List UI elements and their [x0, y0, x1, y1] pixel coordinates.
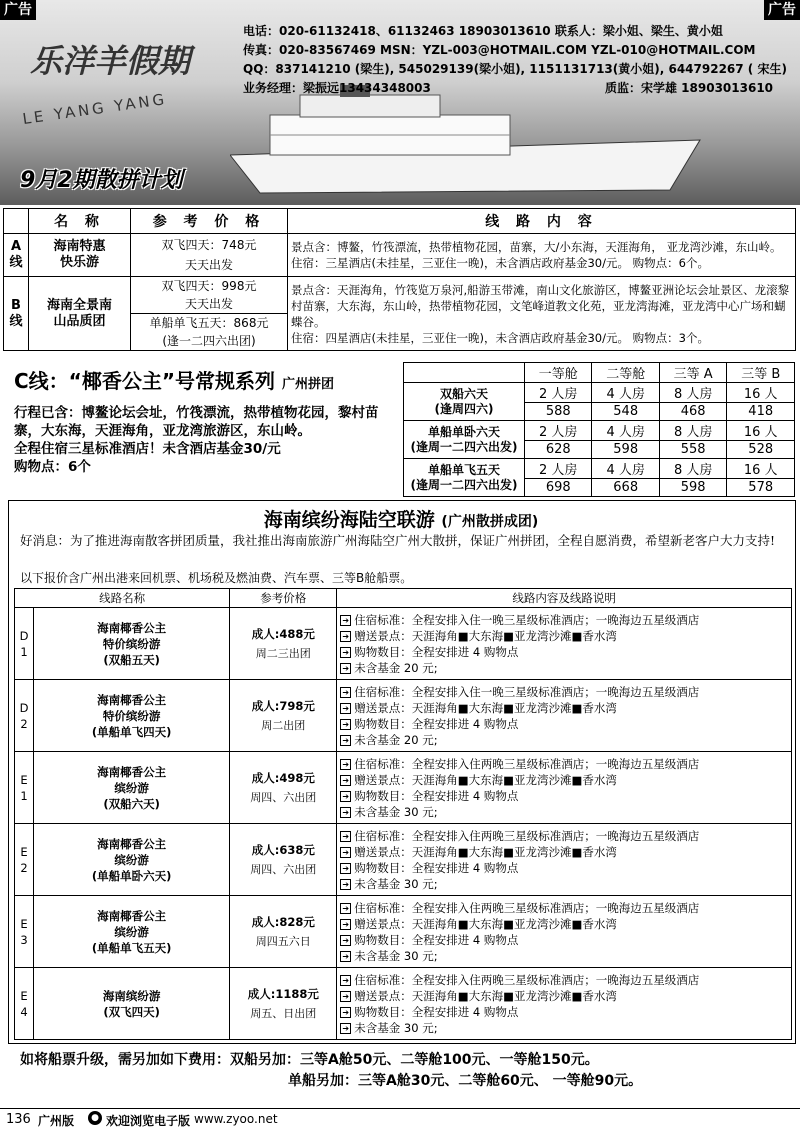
route-attractions: 景点含：天涯海角，竹筏览万泉河,船游玉带滩，南山文化旅游区，博鳌亚洲论坛会址景区、龙滚黎村苗寨，大东海，东山岭，热带植物花园，文笔峰道教文化苑，亚龙湾海滩，亚龙湾中心广场和蝴蝶谷。	[291, 282, 790, 329]
arrow-icon: ➔	[340, 807, 351, 818]
cabin-price: 598	[592, 441, 659, 459]
route-hotel: 住宿：四星酒店(未挂星，三亚住一晚)，未含酒店政府基金30/元。 购物点：3个。	[291, 330, 709, 345]
route-price-note: 天天出发	[131, 295, 287, 314]
cabin-price-table	[403, 362, 795, 497]
footer-slogan: 欢迎浏览电子版	[106, 1114, 191, 1128]
route-attractions: 景点含：博鳌，竹筏漂流，热带植物花园，苗寨，大/小东海，天涯海角， 亚龙湾沙滩，东山岭。	[291, 240, 782, 254]
room-type: 2 人房	[525, 459, 592, 479]
tour-header-content: 线路内容及线路说明	[337, 589, 792, 608]
contact-fax: 传真：020-83567469 MSN：YZL-003@HOTMAIL.COM YZL-010@HOTMAIL.COM	[243, 43, 756, 57]
ad-label-left: 广告	[0, 0, 36, 20]
route-table	[3, 208, 796, 351]
tour-days: 周四、六出团	[250, 862, 317, 876]
arrow-icon: ➔	[340, 879, 351, 890]
c-line-hotel: 全程住宿三星标准酒店！未含酒店基金30/元	[14, 441, 281, 457]
tour-line: ➔ 赠送景点：天涯海角■大东海■亚龙湾沙滩■香水湾	[340, 844, 788, 860]
cabin-group-name: 单船单卧六天 (逢周一二四六出发)	[404, 421, 525, 459]
room-type: 16 人	[727, 383, 795, 403]
tour-days: 周五、日出团	[250, 1006, 317, 1020]
tour-code: D 2	[15, 680, 34, 752]
tour-line: ➔ 赠送景点：天涯海角■大东海■亚龙湾沙滩■香水湾	[340, 772, 788, 788]
route-name: 海南全景南 山品质团	[29, 277, 131, 351]
tour-line: ➔ 住宿标准：全程安排入住一晚三星级标准酒店；一晚海边五星级酒店	[340, 684, 788, 700]
arrow-icon: ➔	[340, 847, 351, 858]
tour-line: ➔ 购物数目：全程安排进 4 购物点	[340, 932, 788, 948]
c-line-block	[14, 368, 394, 476]
cabin-price: 578	[727, 479, 795, 497]
table-row	[15, 752, 792, 824]
tour-price: 成人:828元	[251, 914, 315, 929]
tour-table	[14, 588, 792, 1040]
tour-line: ➔ 赠送景点：天涯海角■大东海■亚龙湾沙滩■香水湾	[340, 916, 788, 932]
arrow-icon: ➔	[340, 703, 351, 714]
upgrade-double: 双船另加：三等A舱50元、二等舱100元、一等舱150元。	[230, 1052, 599, 1068]
arrow-icon: ➔	[340, 831, 351, 842]
cabin-price: 588	[525, 403, 592, 421]
c-line-shopping: 购物点：6个	[14, 459, 91, 475]
tour-days: 周四五六日	[255, 934, 311, 948]
brand-logo: 乐洋羊假期	[30, 42, 191, 80]
contact-qq: QQ：837141210 (梁生), 545029139(梁小姐), 1151131713(黄小姐), 644792267 ( 宋生)	[243, 62, 787, 76]
arrow-icon: ➔	[340, 663, 351, 674]
lower-title: 海南缤纷海陆空联游 (广州散拼成团)	[263, 509, 539, 531]
tour-line: ➔ 购物数目：全程安排进 4 购物点	[340, 1004, 788, 1020]
tour-days: 周二三出团	[255, 646, 311, 660]
upgrade-lead: 如将船票升级，需另加如下费用：	[20, 1052, 230, 1068]
tour-line: ➔ 未含基金 30 元;	[340, 948, 788, 964]
tour-price: 成人:498元	[251, 770, 315, 785]
tour-name: 海南椰香公主 缤纷游 (双船六天)	[34, 752, 230, 824]
table-row	[15, 608, 792, 680]
route-header-name: 名 称	[29, 209, 131, 234]
tour-line: ➔ 未含基金 30 元;	[340, 804, 788, 820]
tour-code: D 1	[15, 608, 34, 680]
cabin-header: 三等 A	[659, 363, 727, 383]
footer-url[interactable]: www.zyoo.net	[194, 1112, 278, 1126]
tour-line: ➔ 未含基金 20 元;	[340, 660, 788, 676]
room-type: 4 人房	[592, 421, 659, 441]
ad-label-right: 广告	[764, 0, 800, 20]
room-type: 2 人房	[525, 383, 592, 403]
arrow-icon: ➔	[340, 615, 351, 626]
room-type: 8 人房	[659, 421, 727, 441]
room-type: 8 人房	[659, 459, 727, 479]
arrow-icon: ➔	[340, 991, 351, 1002]
tour-line: ➔ 赠送景点：天涯海角■大东海■亚龙湾沙滩■香水湾	[340, 628, 788, 644]
tour-name: 海南椰香公主 缤纷游 (单船单飞五天)	[34, 896, 230, 968]
tour-line: ➔ 住宿标准：全程安排入住一晚三星级标准酒店；一晚海边五星级酒店	[340, 612, 788, 628]
upgrade-note	[20, 1050, 642, 1092]
cabin-price: 698	[525, 479, 592, 497]
contact-phone: 电话：020-61132418、61132463 18903013610 联系人：梁小姐、梁生、黄小姐	[243, 24, 723, 38]
table-row	[15, 896, 792, 968]
contact-manager: 业务经理：梁振远13434348003 质监：宋学雄 18903013610	[243, 81, 774, 95]
tour-code: E 1	[15, 752, 34, 824]
room-type: 4 人房	[592, 459, 659, 479]
tour-code: E 3	[15, 896, 34, 968]
edition-label: 广州版	[38, 1114, 75, 1128]
cabin-price: 418	[727, 403, 795, 421]
tour-line: ➔ 购物数目：全程安排进 4 购物点	[340, 788, 788, 804]
arrow-icon: ➔	[340, 919, 351, 930]
cabin-price: 528	[727, 441, 795, 459]
room-type: 4 人房	[592, 383, 659, 403]
tour-name: 海南缤纷游 (双飞四天)	[34, 968, 230, 1040]
page-number: 136	[6, 1112, 31, 1127]
upgrade-single: 单船另加：三等A舱30元、二等舱60元、 一等舱90元。	[288, 1073, 643, 1089]
table-row	[15, 680, 792, 752]
tour-line: ➔ 赠送景点：天涯海角■大东海■亚龙湾沙滩■香水湾	[340, 988, 788, 1004]
tour-days: 周四、六出团	[250, 790, 317, 804]
price-note: 以下报价含广州出港来回机票、机场税及燃油费、汽车票、三等B舱船票。	[20, 571, 413, 585]
cabin-group-name: 双船六天 (逢周四六)	[404, 383, 525, 421]
cabin-price: 598	[659, 479, 727, 497]
route-price-2-note: (逢一二四六出团)	[162, 334, 256, 348]
cabin-price: 558	[659, 441, 727, 459]
c-line-title: C线：“椰香公主”号常规系列 广州拼团	[14, 369, 334, 393]
arrow-icon: ➔	[340, 647, 351, 658]
tour-code: E 2	[15, 824, 34, 896]
cabin-price: 628	[525, 441, 592, 459]
footer	[0, 1108, 800, 1132]
good-news: 好消息：为了推进海南散客拼团质量，我社推出海南旅游广州海陆空广州大散拼，保证广州拼团，全程自愿消费，希望新老客户大力支持!	[20, 533, 776, 548]
c-line-itinerary: 行程已含：博鳌论坛会址，竹筏漂流，热带植物花园，黎村苗寨，大东海，天涯海角，亚龙湾旅游区，东山岭。	[14, 405, 379, 439]
tour-days: 周二出团	[261, 718, 306, 732]
route-price-2: 单船单飞五天：868元	[149, 316, 269, 330]
room-type: 8 人房	[659, 383, 727, 403]
arrow-icon: ➔	[340, 687, 351, 698]
table-row	[404, 421, 795, 441]
cabin-header: 二等舱	[592, 363, 659, 383]
tour-line: ➔ 住宿标准：全程安排入住两晚三星级标准酒店；一晚海边五星级酒店	[340, 756, 788, 772]
arrow-icon: ➔	[340, 791, 351, 802]
brand-logo-en: LE YANG YANG	[21, 89, 169, 129]
arrow-icon: ➔	[340, 1023, 351, 1034]
arrow-icon: ➔	[340, 735, 351, 746]
tour-header-name: 线路名称	[15, 589, 230, 608]
tour-header-price: 参考价格	[230, 589, 337, 608]
contact-info	[243, 22, 787, 98]
arrow-icon: ➔	[340, 975, 351, 986]
tour-price: 成人:488元	[251, 626, 315, 641]
tour-line: ➔ 住宿标准：全程安排入住两晚三星级标准酒店；一晚海边五星级酒店	[340, 828, 788, 844]
route-name: 海南特惠 快乐游	[29, 234, 131, 277]
tour-line: ➔ 未含基金 20 元;	[340, 732, 788, 748]
tour-price: 成人:798元	[251, 698, 315, 713]
tour-name: 海南椰香公主 特价缤纷游 (双船五天)	[34, 608, 230, 680]
tour-price: 成人:638元	[251, 842, 315, 857]
table-row	[4, 277, 796, 351]
cabin-header	[404, 363, 525, 383]
arrow-icon: ➔	[340, 775, 351, 786]
tour-line: ➔ 未含基金 30 元;	[340, 876, 788, 892]
cabin-price: 668	[592, 479, 659, 497]
room-type: 16 人	[727, 421, 795, 441]
cabin-group-name: 单船单飞五天 (逢周一二四六出发)	[404, 459, 525, 497]
tour-name: 海南椰香公主 缤纷游 (单船单卧六天)	[34, 824, 230, 896]
route-price: 双飞四天：998元	[161, 279, 257, 293]
table-row	[15, 824, 792, 896]
ship-illustration	[230, 85, 710, 195]
route-header-content: 线 路 内 容	[288, 209, 796, 234]
route-code: B 线	[4, 277, 29, 351]
table-row	[404, 459, 795, 479]
arrow-icon: ➔	[340, 1007, 351, 1018]
arrow-icon: ➔	[340, 935, 351, 946]
route-header-price: 参 考 价 格	[131, 209, 288, 234]
route-price-note: 天天出发	[184, 258, 233, 272]
tour-line: ➔ 购物数目：全程安排进 4 购物点	[340, 860, 788, 876]
cabin-price: 548	[592, 403, 659, 421]
room-type: 16 人	[727, 459, 795, 479]
logo-icon: ●	[88, 1111, 102, 1125]
arrow-icon: ➔	[340, 759, 351, 770]
arrow-icon: ➔	[340, 719, 351, 730]
tour-code: E 4	[15, 968, 34, 1040]
table-row	[15, 968, 792, 1040]
tour-line: ➔ 住宿标准：全程安排入住两晚三星级标准酒店；一晚海边五星级酒店	[340, 972, 788, 988]
cabin-header: 一等舱	[525, 363, 592, 383]
tour-line: ➔ 赠送景点：天涯海角■大东海■亚龙湾沙滩■香水湾	[340, 700, 788, 716]
cabin-header: 三等 B	[727, 363, 795, 383]
route-price: 双飞四天：748元	[161, 238, 257, 252]
arrow-icon: ➔	[340, 631, 351, 642]
route-code: A 线	[4, 234, 29, 277]
arrow-icon: ➔	[340, 863, 351, 874]
plan-title: 9月2期散拼计划	[20, 168, 183, 193]
tour-line: ➔ 购物数目：全程安排进 4 购物点	[340, 716, 788, 732]
tour-name: 海南椰香公主 特价缤纷游 (单船单飞四天)	[34, 680, 230, 752]
tour-line: ➔ 未含基金 30 元;	[340, 1020, 788, 1036]
arrow-icon: ➔	[340, 951, 351, 962]
table-row	[4, 234, 796, 277]
cabin-price: 468	[659, 403, 727, 421]
tour-line: ➔ 购物数目：全程安排进 4 购物点	[340, 644, 788, 660]
room-type: 2 人房	[525, 421, 592, 441]
tour-price: 成人:1188元	[247, 986, 319, 1001]
table-row	[404, 383, 795, 403]
route-hotel: 住宿：三星酒店(未挂星，三亚住一晚)，未含酒店政府基金30/元。 购物点：6个。	[291, 256, 709, 270]
tour-line: ➔ 住宿标准：全程安排入住两晚三星级标准酒店；一晚海边五星级酒店	[340, 900, 788, 916]
arrow-icon: ➔	[340, 903, 351, 914]
